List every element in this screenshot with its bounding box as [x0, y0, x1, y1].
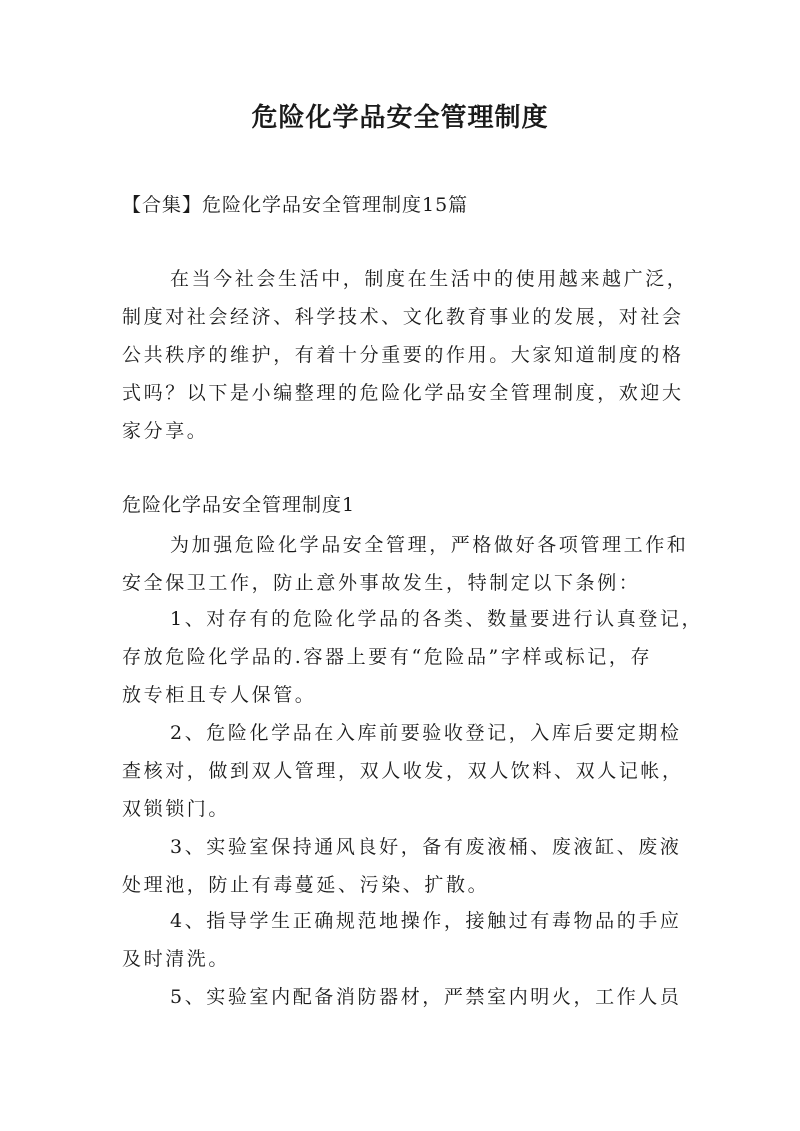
intro-line: 在当今社会生活中，制度在生活中的使用越来越广泛，	[170, 268, 689, 290]
body-line: 双锁锁门。	[122, 798, 231, 820]
intro-line: 家分享。	[122, 420, 209, 442]
body-line: 及时清洗。	[122, 948, 231, 970]
body-line: 3、实验室保持通风良好，备有废液桶、废液缸、废液	[170, 836, 682, 858]
body-line: 1、对存有的危险化学品的各类、数量要进行认真登记，	[170, 608, 704, 630]
intro-line: 制度对社会经济、科学技术、文化教育事业的发展，对社会	[122, 306, 684, 328]
document-title: 危险化学品安全管理制度	[251, 103, 549, 133]
body-line: 放专柜且专人保管。	[122, 684, 317, 706]
intro-line: 公共秩序的维护，有着十分重要的作用。大家知道制度的格	[122, 344, 684, 366]
body-line: 为加强危险化学品安全管理，严格做好各项管理工作和	[170, 534, 689, 556]
body-line: 4、指导学生正确规范地操作，接触过有毒物品的手应	[170, 910, 682, 932]
body-line: 2、危险化学品在入库前要验收登记，入库后要定期检	[170, 722, 682, 744]
body-line: 5、实验室内配备消防器材，严禁室内明火，工作人员	[170, 986, 682, 1008]
document-subtitle: 【合集】危险化学品安全管理制度15篇	[122, 194, 469, 216]
intro-line: 式吗？以下是小编整理的危险化学品安全管理制度，欢迎大	[122, 382, 684, 404]
body-line: 存放危险化学品的.容器上要有“危险品”字样或标记，存	[122, 646, 653, 668]
body-line: 处理池，防止有毒蔓延、污染、扩散。	[122, 874, 490, 896]
body-line: 安全保卫工作，防止意外事故发生，特制定以下条例：	[122, 572, 641, 594]
section-heading: 危险化学品安全管理制度1	[122, 494, 356, 516]
body-line: 查核对，做到双人管理，双人收发，双人饮料、双人记帐，	[122, 760, 684, 782]
